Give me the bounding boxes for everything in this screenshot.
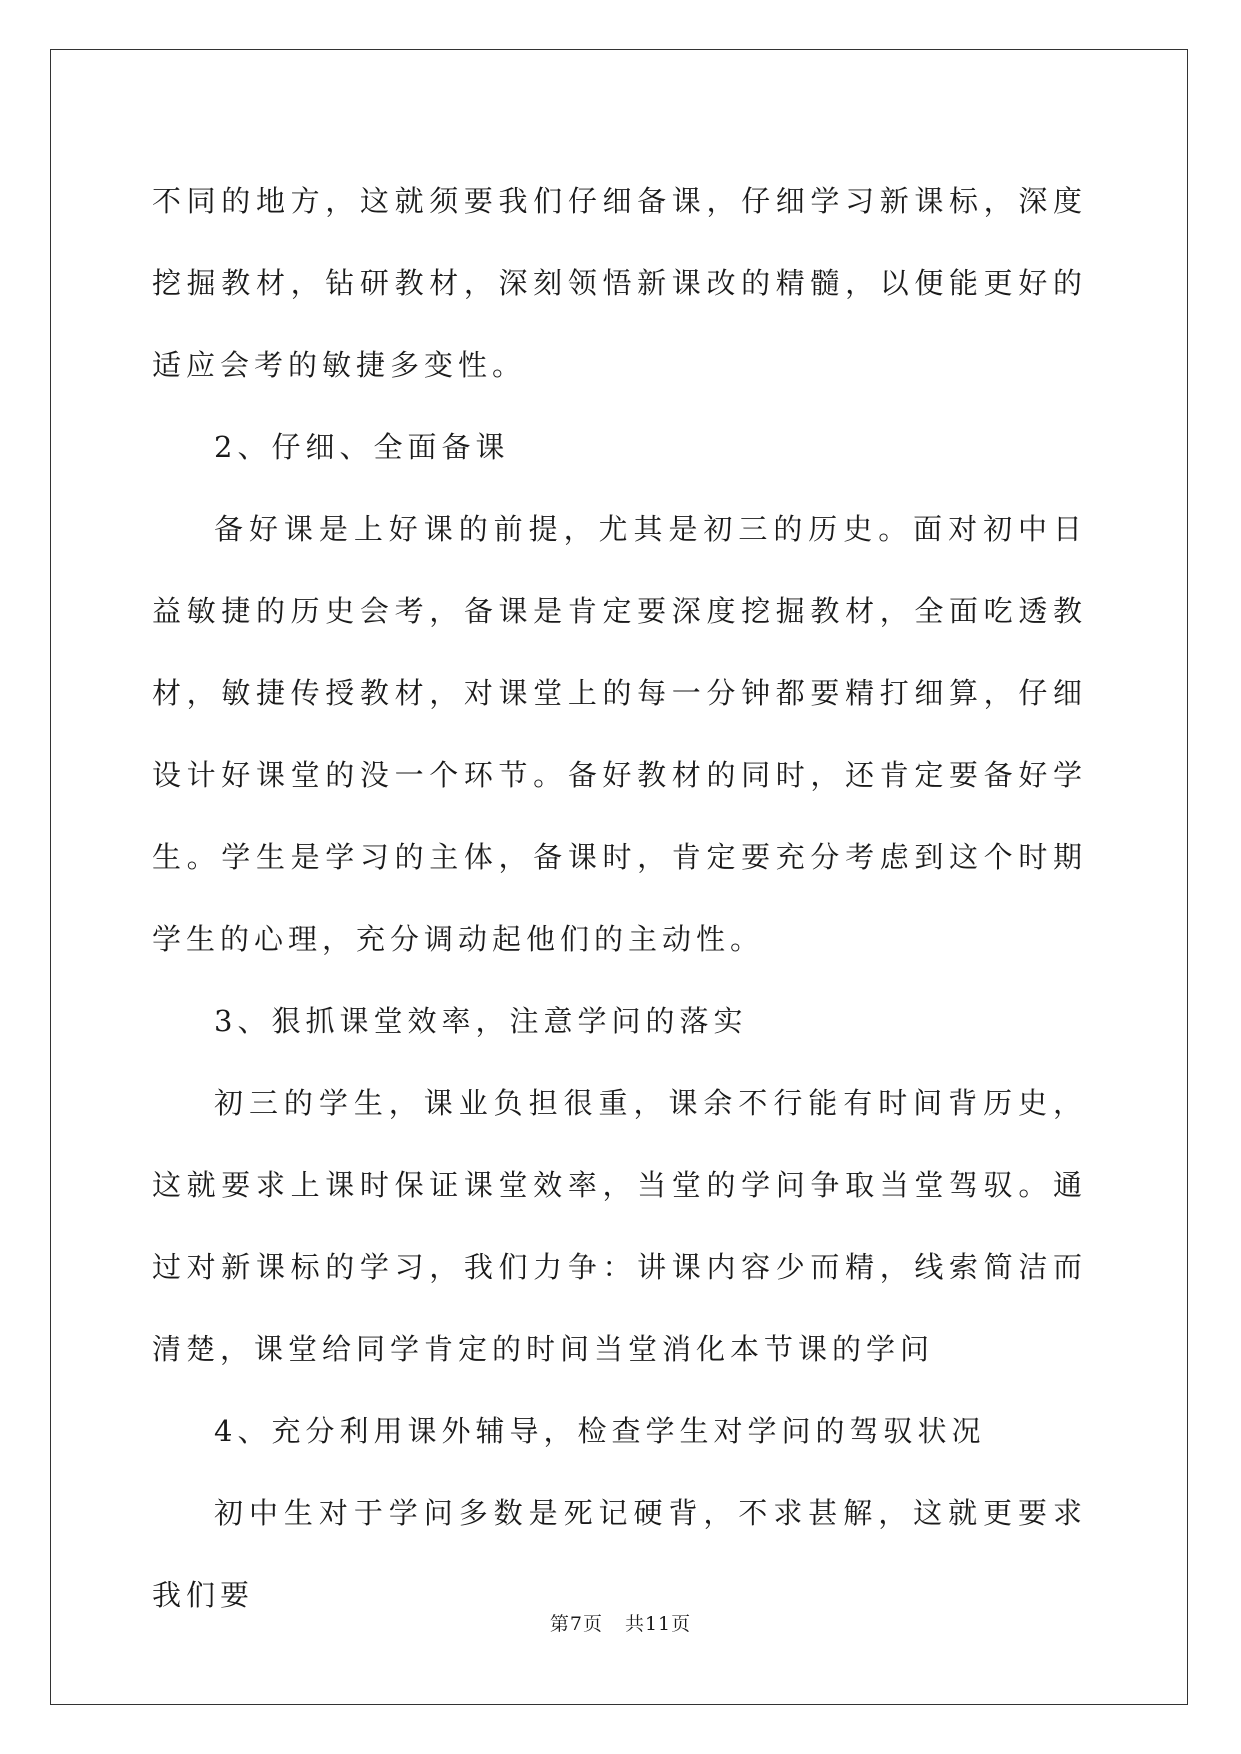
- page-number: 第7页: [549, 1613, 603, 1635]
- paragraph-preparation: 备好课是上好课的前提，尤其是初三的历史。面对初中日益敏捷的历史会考，备课是肯定要深度挖掘教材，全面吃透教材，敏捷传授教材，对课堂上的每一分钟都要精打细算，仔细设计好课堂的没一个环节。备好教材的同时，还肯定要备好学生。学生是学习的主体，备课时，肯定要充分考虑到这个时期学生的心理，充分调动起他们的主动性。: [152, 512, 1087, 956]
- paragraph-efficiency: 初三的学生，课业负担很重，课余不行能有时间背历史，这就要求上课时保证课堂效率，当堂的学问争取当堂驾驭。通过对新课标的学习，我们力争：讲课内容少而精，线索简洁而清楚，课堂给同学肯定的时间当堂消化本节课的学问: [152, 1086, 1087, 1366]
- page-total: 共11页: [624, 1613, 692, 1635]
- section-heading-2: 2、仔细、全面备课: [214, 430, 510, 464]
- document-body: [152, 160, 1087, 1636]
- page-footer: [0, 1609, 1241, 1636]
- section-heading-3: 3、狠抓课堂效率，注意学问的落实: [214, 1004, 748, 1038]
- section-heading-4: 4、充分利用课外辅导，检查学生对学问的驾驭状况: [214, 1414, 986, 1448]
- paragraph-tutoring: 初中生对于学问多数是死记硬背，不求甚解，这就更要求我们要: [152, 1496, 1087, 1612]
- paragraph-continued: 不同的地方，这就须要我们仔细备课，仔细学习新课标，深度挖掘教材，钻研教材，深刻领悟新课改的精髓，以便能更好的适应会考的敏捷多变性。: [152, 184, 1087, 382]
